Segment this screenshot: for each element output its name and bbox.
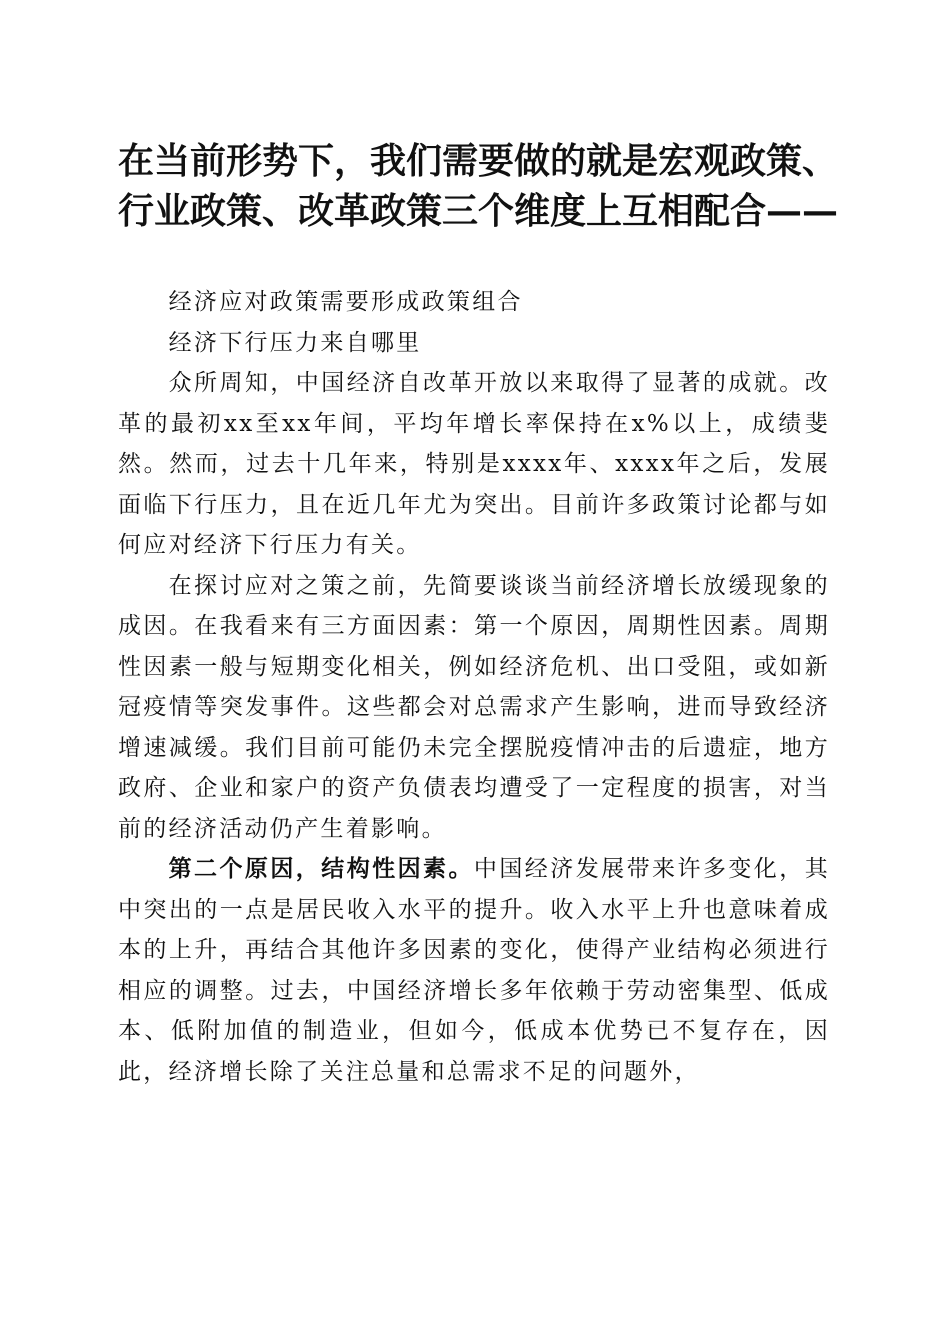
structural-factor-lead: 第二个原因，结构性因素。 — [168, 855, 474, 882]
paragraph-intro: 众所周知，中国经济自改革开放以来取得了显著的成就。改革的最初xx至xx年间，平均年增长率保持在x%以上，成绩斐然。然而，过去十几年来，特别是xxxx年、xxxx年之后，发展面临下行压力，且在近几年尤为突出。目前许多政策讨论都与如何应对经济下行压力有关。 — [118, 370, 830, 558]
paragraph-structural-factors — [118, 849, 830, 1092]
title-line-2: 行业政策、改革政策三个维度上互相配合—— — [118, 190, 839, 232]
title-line-1: 在当前形势下，我们需要做的就是宏观政策、 — [118, 140, 839, 182]
document-title — [118, 136, 838, 236]
document-body — [118, 282, 830, 1092]
subheading-policy-mix: 经济应对政策需要形成政策组合 — [168, 289, 523, 315]
paragraph-cyclical-factors: 在探讨应对之策之前，先简要谈谈当前经济增长放缓现象的成因。在我看来有三方面因素：第一个原因，周期性因素。周期性因素一般与短期变化相关，例如经济危机、出口受阻，或如新冠疫情等突发事件。这些都会对总需求产生影响，进而导致经济增速减缓。我们目前可能仍未完全摆脱疫情冲击的后遗症，地方政府、企业和家户的资产负债表均遭受了一定程度的损害，对当前的经济活动仍产生着影响。 — [118, 572, 830, 842]
subheading-downward-pressure: 经济下行压力来自哪里 — [168, 329, 422, 356]
structural-factor-text: 中国经济发展带来许多变化，其中突出的一点是居民收入水平的提升。收入水平上升也意味着成本的上升，再结合其他许多因素的变化，使得产业结构必须进行相应的调整。过去，中国经济增长多年依赖于劳动密集型、低成本、低附加值的制造业，但如今，低成本优势已不复存在，因此，经济增长除了关注总量和总需求不足的问题外， — [118, 856, 830, 1085]
